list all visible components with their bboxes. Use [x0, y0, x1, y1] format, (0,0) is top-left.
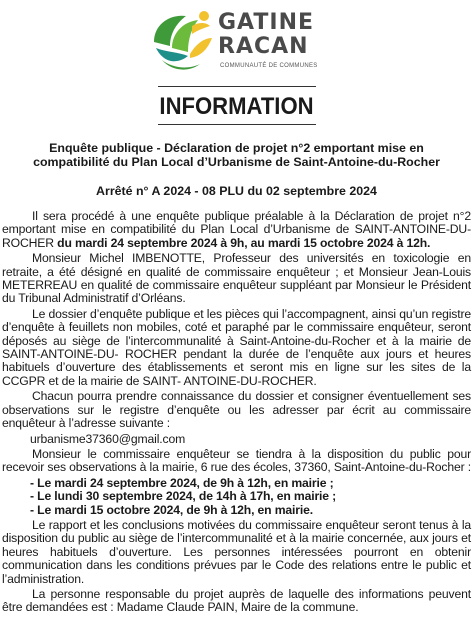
paragraph-report: Le rapport et les conclusions motivées du commissaire enquêteur seront tenus à la disposition du public au siège de l’intercommunalité et à la mairie concernée, aux jours et heures habituels d’ouverture. Les personnes intéressées pourront en obtenir communication dans les conditions prévues par le Code des relations entre le public et l’administration.	[2, 517, 471, 586]
paragraph-commissioners: Monsieur Michel IMBENOTTE, Professeur des universités en toxicologie en retraite, a été désigné en qualité de commissaire enquêteur ; et Monsieur Jean-Louis METERREAU en qualité de commissaire enquêteur suppléant par Monsieur le Président du Tribunal Administratif d’Orléans.	[2, 251, 471, 306]
paragraph-dossier: Le dossier d’enquête publique et les pièces qui l’accompagnent, ainsi qu’un registre d’enquête à feuillets non mobiles, coté et paraphé par le commissaire enquêteur, seront déposés au siège de l’intercommunalité à Saint-Antoine-du-Rocher et à la mairie de SAINT-ANTOINE-DU- ROCHER pendant la durée de l’enquête aux jours et heures habituels d’ouverture des établissements et seront mis en ligne sur les sites de la CCGPR et de la mairie de SAINT- ANTOINE-DU-ROCHER.	[2, 306, 471, 388]
notice-body	[2, 210, 471, 617]
inquiry-dates: du mardi 24 septembre 2024 à 9h, au mardi 15 octobre 2024 à 12h.	[57, 235, 431, 250]
permanence-list	[2, 477, 471, 517]
paragraph-permanences: Monsieur le commissaire enquêteur se tiendra à la disposition du public pour recevoir ses observations à la mairie, 6 rue des écoles, 37360, Saint-Antoine-du-Rocher :	[2, 446, 471, 475]
page-title: INFORMATION	[159, 93, 314, 120]
notice-subject: Enquête publique - Déclaration de projet n°2 emportant mise en compatibilité du Plan Local d’Urbanisme de Saint-Antoine-du-Rocher	[33, 141, 440, 169]
logo	[148, 8, 328, 76]
permanence-item: - Le mardi 15 octobre 2024, de 9h à 12h, en mairie.	[30, 502, 313, 517]
decree-reference: Arrêté n° A 2024 - 08 PLU du 02 septembre 2024	[96, 184, 377, 198]
paragraph-intro	[2, 210, 471, 250]
heading-top-rule	[158, 86, 316, 87]
brand-name-line1: GATINE	[218, 10, 315, 35]
brand-name-line2: RACAN	[218, 34, 309, 59]
heading-bottom-rule	[158, 124, 316, 125]
brand-tagline: COMMUNAUTÉ DE COMMUNES	[220, 63, 318, 69]
permanence-item: - Le mardi 24 septembre 2024, de 9h à 12h, en mairie ;	[30, 475, 334, 490]
paragraph-observations: Chacun pourra prendre connaissance du dossier et consigner éventuellement ses observations sur le registre d’enquête ou les adresser par écrit au commissaire enquêteur à l’adresse suivante :	[2, 389, 471, 431]
permanence-item: - Le lundi 30 septembre 2024, de 14h à 17h, en mairie ;	[30, 489, 337, 504]
paragraph-contact: La personne responsable du projet auprès de laquelle des informations peuvent être demandées est : Madame Claude PAIN, Maire de la commune.	[2, 586, 471, 615]
leaf-sun-mark-icon	[148, 8, 216, 74]
contact-email: urbanisme37360@gmail.com	[30, 431, 186, 446]
intro-text: Il sera procédé à une enquête publique préalable à la Déclaration de projet n°2 emportant mise en compatibilité du Plan Local d’Urbanisme de SAINT-ANTOINE-DU-ROCHER	[2, 209, 471, 250]
